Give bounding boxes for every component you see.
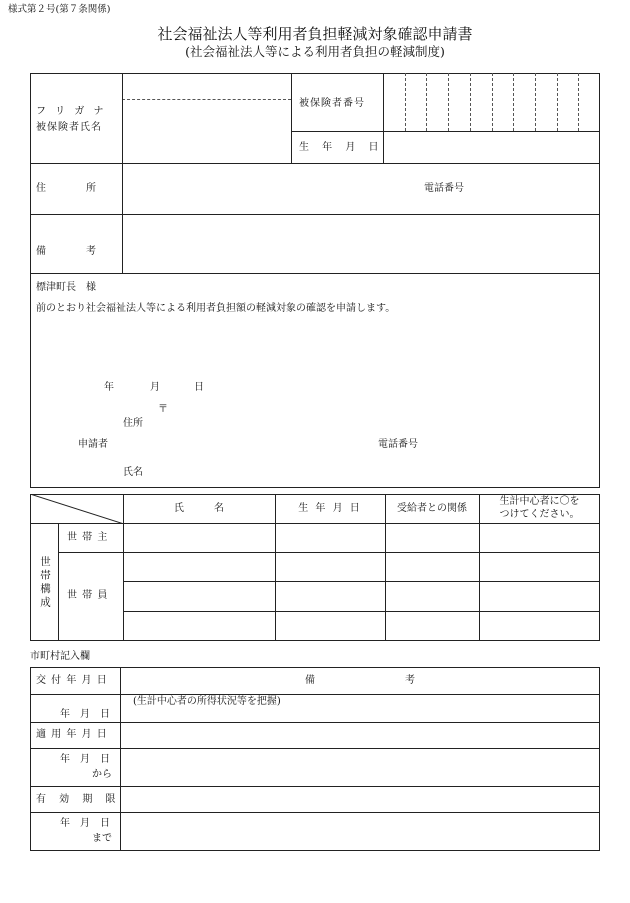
issue-date-ymd: 年 月 日 — [60, 709, 110, 720]
col-birthdate-header: 生 年 月 日 — [298, 503, 362, 514]
remarks-note: (生計中心者の所得状況等を把握) — [133, 696, 281, 707]
form-subtitle: (社会福祉法人等による利用者負担の軽減制度) — [185, 44, 445, 59]
head-center-mark-field[interactable] — [480, 524, 599, 551]
apply-date-label: 適 用 年 月 日 — [36, 729, 108, 740]
issue-date-label: 交 付 年 月 日 — [36, 675, 108, 686]
request-name-label: 氏名 — [123, 467, 143, 478]
request-date-field[interactable] — [60, 378, 210, 396]
insured-number-label: 被保険者番号 — [299, 98, 365, 109]
postal-mark: 〒 — [158, 404, 168, 415]
insured-name-label: 被保険者氏名 — [36, 122, 102, 133]
request-phone-label: 電話番号 — [378, 439, 418, 450]
member-2-birthdate-field[interactable] — [276, 582, 384, 610]
header-diagonal — [30, 494, 124, 524]
validity-ymd: 年 月 日 — [60, 818, 110, 829]
validity-until-remarks-field[interactable] — [121, 813, 599, 850]
validity-remarks-field[interactable] — [121, 787, 599, 811]
request-day-label: 日 — [194, 382, 204, 393]
municipal-section-title: 市町村記入欄 — [30, 651, 90, 662]
request-phone-field[interactable] — [432, 436, 592, 454]
household-member-label: 世 帯 員 — [67, 590, 109, 601]
member-3-center-mark-field[interactable] — [480, 612, 599, 640]
insured-number-field[interactable] — [384, 74, 599, 130]
head-birthdate-field[interactable] — [276, 524, 384, 551]
col-center-header-1: 生計中心者に〇を — [499, 496, 580, 507]
household-section-label: 世帯構成 — [39, 556, 51, 610]
member-1-relation-field[interactable] — [386, 553, 478, 580]
address-label: 住 所 — [36, 183, 96, 194]
form-number: 様式第２号(第７条関係) — [8, 4, 111, 15]
remarks-label: 備 考 — [36, 246, 96, 257]
head-relation-field[interactable] — [386, 524, 478, 551]
request-year-label: 年 — [104, 382, 114, 393]
birthdate-field[interactable] — [384, 132, 599, 162]
col-name-header: 氏 名 — [174, 503, 224, 514]
head-name-field[interactable] — [124, 524, 274, 551]
until-label: まで — [92, 833, 112, 844]
applicant-label: 申請者 — [78, 439, 108, 450]
apply-date-remarks-field[interactable] — [121, 723, 599, 747]
apply-from-remarks-field[interactable] — [121, 749, 599, 785]
member-2-center-mark-field[interactable] — [480, 582, 599, 610]
municipal-remarks-header: 備 考 — [305, 675, 415, 686]
remarks-field[interactable] — [124, 216, 598, 272]
col-center-header-2: つけてください。 — [499, 509, 580, 520]
request-month-label: 月 — [150, 382, 160, 393]
request-address-label: 住所 — [123, 418, 143, 429]
apply-date-ymd: 年 月 日 — [60, 754, 110, 765]
col-relation-header: 受給者との関係 — [397, 503, 467, 514]
phone-label: 電話番号 — [424, 183, 464, 194]
member-1-birthdate-field[interactable] — [276, 553, 384, 580]
member-2-relation-field[interactable] — [386, 582, 478, 610]
furigana-field[interactable] — [124, 75, 289, 98]
municipal-remarks-field[interactable] — [121, 709, 599, 721]
addressee: 標津町長 様 — [36, 282, 96, 293]
member-1-name-field[interactable] — [124, 553, 274, 580]
member-1-center-mark-field[interactable] — [480, 553, 599, 580]
request-address-field[interactable] — [160, 402, 580, 432]
validity-label: 有 効 期 限 — [36, 794, 121, 805]
form-title: 社会福祉法人等利用者負担軽減対象確認申請書 — [157, 25, 473, 43]
household-head-label: 世 帯 主 — [67, 532, 109, 543]
birthdate-label: 生 年 月 日 — [299, 142, 384, 153]
phone-field[interactable] — [476, 165, 598, 213]
from-label: から — [92, 769, 112, 780]
member-2-name-field[interactable] — [124, 582, 274, 610]
request-statement: 前のとおり社会福祉法人等による利用者負担額の軽減対象の確認を申請します。 — [36, 303, 396, 314]
member-3-birthdate-field[interactable] — [276, 612, 384, 640]
request-name-field[interactable] — [150, 462, 450, 482]
address-field[interactable] — [124, 165, 414, 213]
furigana-label: フ リ ガ ナ — [36, 106, 107, 117]
member-3-name-field[interactable] — [124, 612, 274, 640]
insured-name-field[interactable] — [124, 101, 289, 161]
member-3-relation-field[interactable] — [386, 612, 478, 640]
